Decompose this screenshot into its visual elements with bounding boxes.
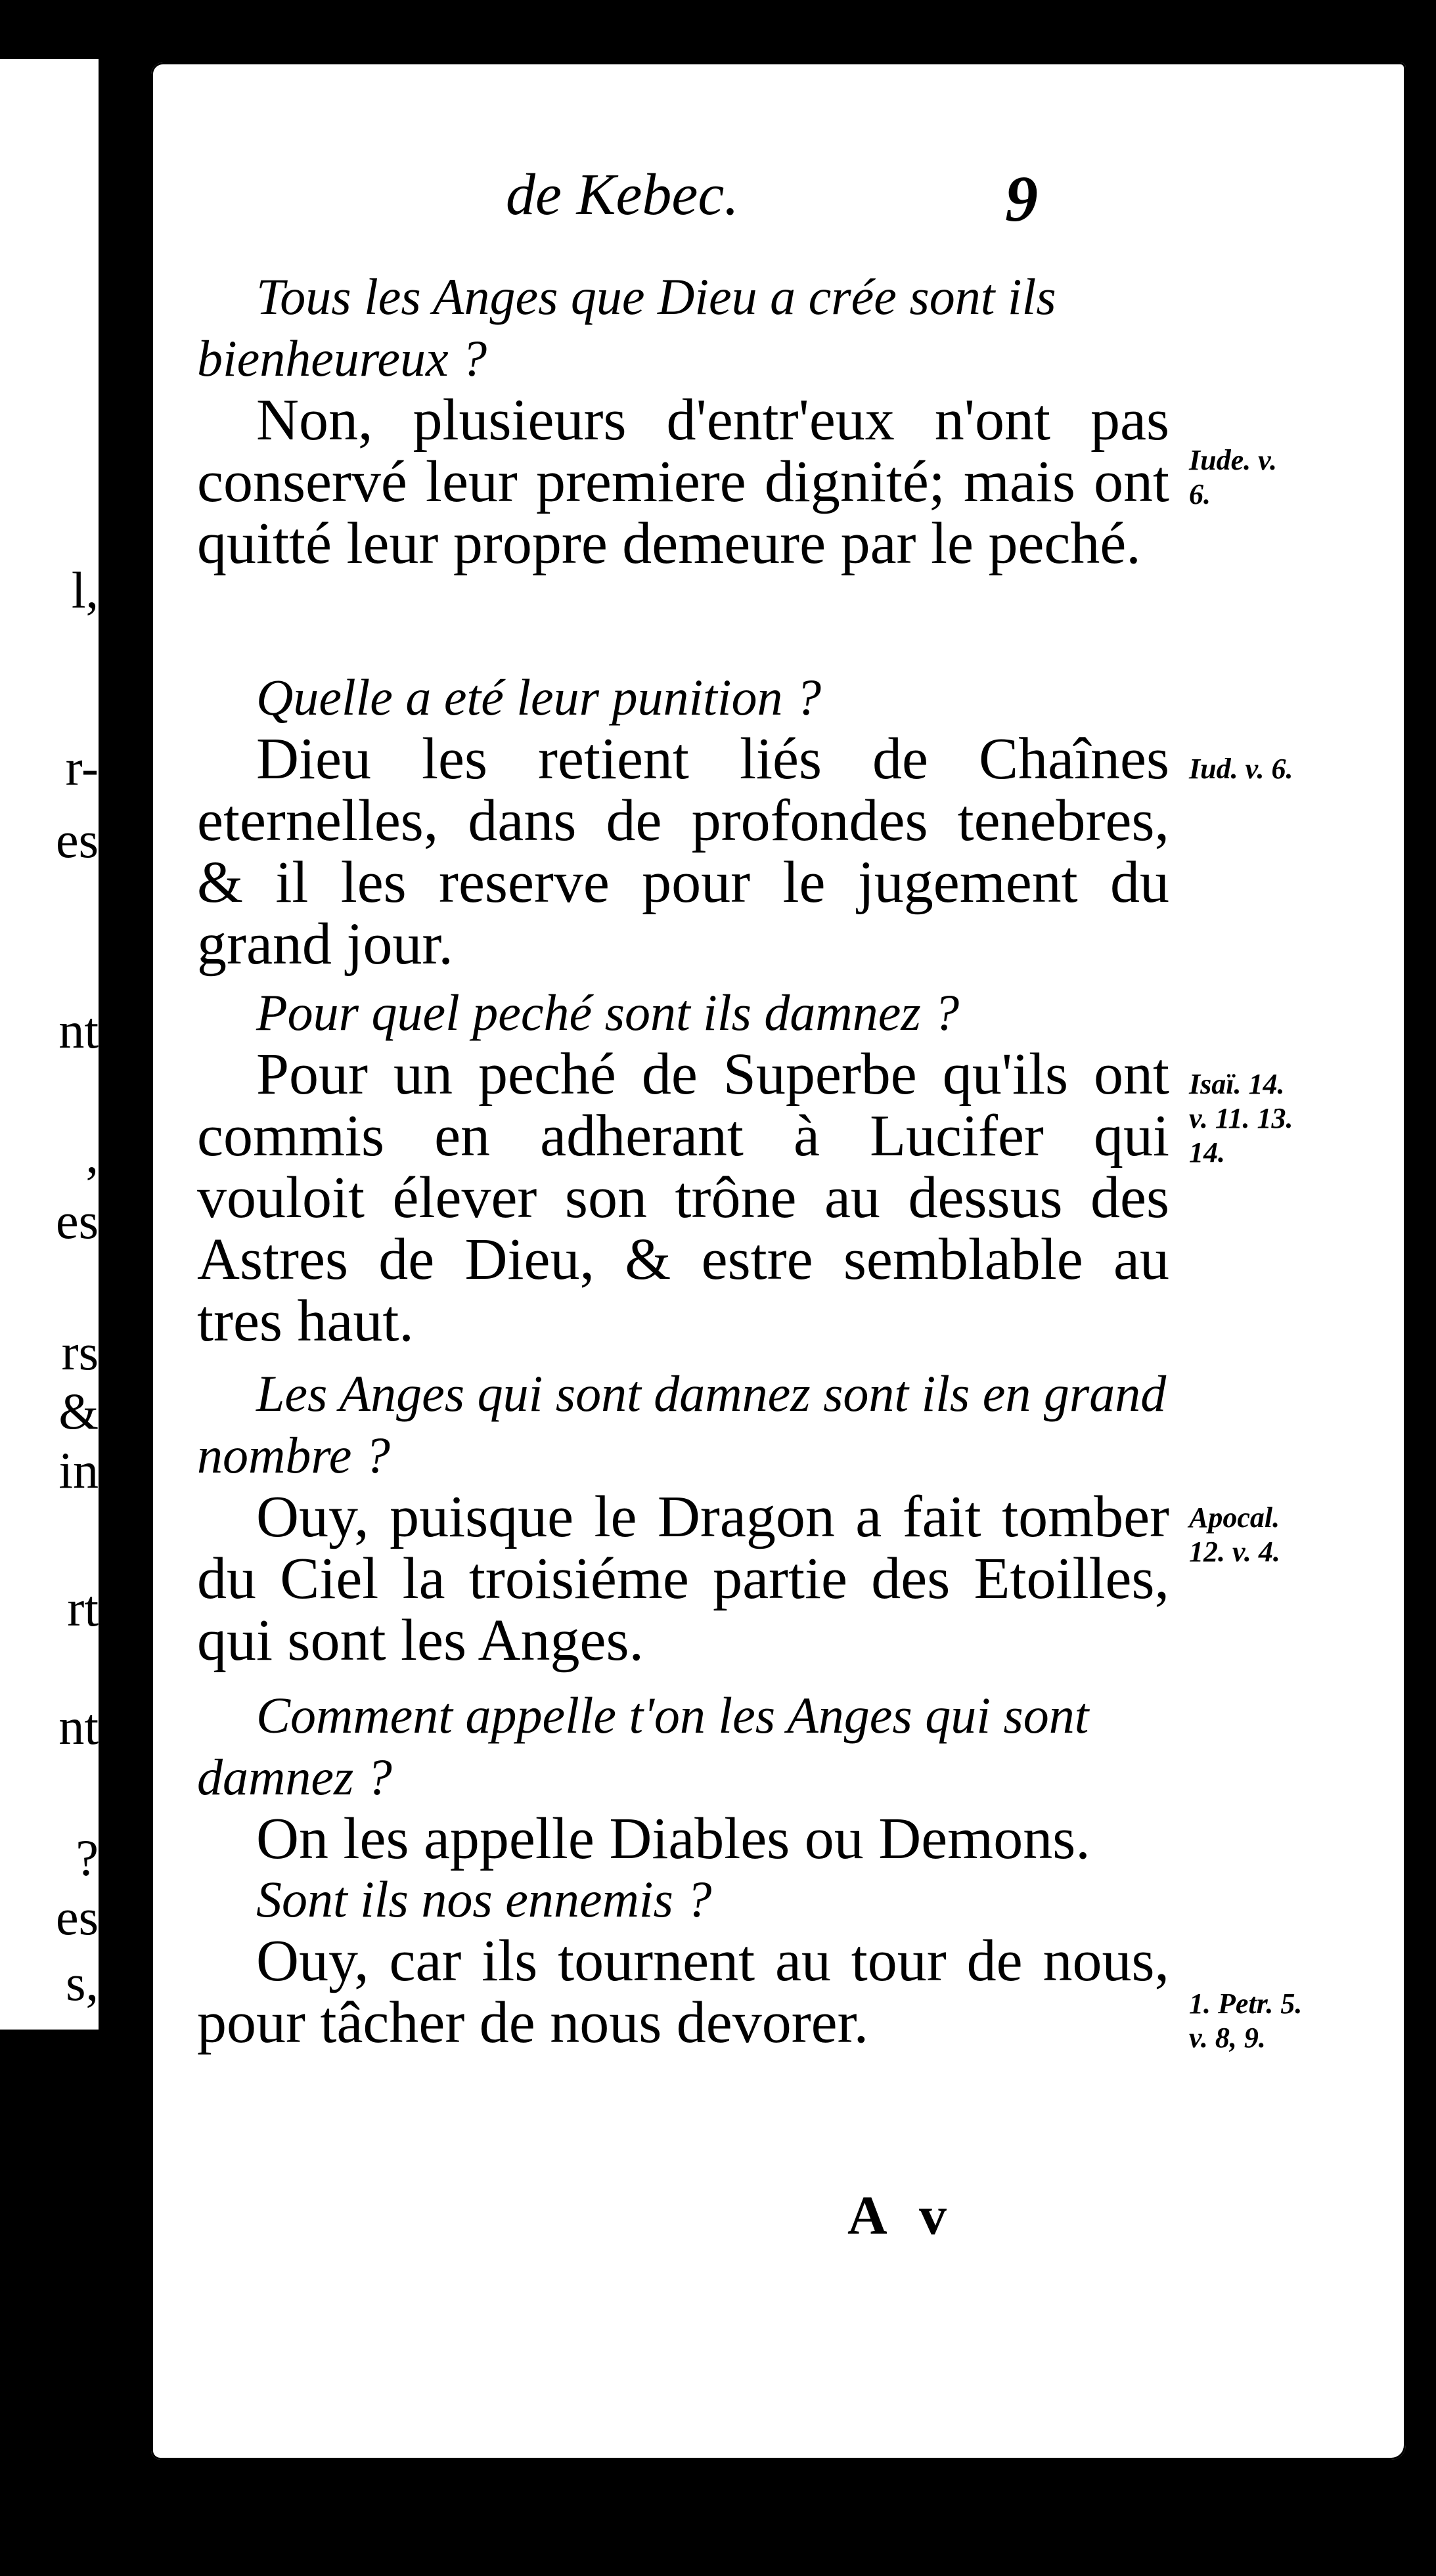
answer-text: Ouy, puisque le Dragon a fait tomber du Ciel la troisiéme partie des Etoilles, qui sont les Anges. xyxy=(197,1484,1169,1673)
page-number: 9 xyxy=(1005,162,1038,235)
facing-page-fragment: l, xyxy=(71,562,99,619)
running-head: de Kebec. xyxy=(506,162,739,227)
catechism-entry xyxy=(197,1869,1169,2054)
answer-text: Non, plusieurs d'entr'eux n'ont pas conservé leur premiere dignité; mais ont quitté leur propre demeure par le peché. xyxy=(197,388,1169,576)
answer-text: Pour un peché de Superbe qu'ils ont commis en adherant à Lucifer qui vouloit élever son trône au dessus des Astres de Dieu, & estre semblable au tres haut. xyxy=(197,1042,1169,1354)
facing-page-fragment: & xyxy=(58,1383,99,1440)
facing-page-fragment: s, xyxy=(66,1954,99,2011)
facing-page-fragment: s. xyxy=(66,2085,99,2143)
facing-page-fragment: es xyxy=(56,1192,99,1249)
facing-page-fragment: rs xyxy=(61,1323,99,1381)
facing-page-fragment: in xyxy=(58,1442,99,1499)
signature-mark: A v xyxy=(847,2185,958,2246)
catechism-entry xyxy=(197,266,1169,575)
facing-page-fragment: nt xyxy=(58,1002,99,1059)
book-page xyxy=(151,62,1406,2460)
question-text: Comment appelle t'on les Anges qui sont damnez ? xyxy=(197,1687,1089,1806)
catechism-entry xyxy=(197,1685,1169,1870)
facing-page-fragment: , xyxy=(85,1126,99,1184)
catechism-entry xyxy=(197,1363,1169,1672)
facing-page-fragment: rt xyxy=(67,1580,99,1637)
margin-reference: Isaï. 14. v. 11. 13. 14. xyxy=(1189,1068,1293,1168)
answer-text: On les appelle Diables ou Demons. xyxy=(256,1806,1090,1871)
catechism-entry xyxy=(197,667,1169,975)
question-text: Sont ils nos ennemis ? xyxy=(256,1871,712,1928)
margin-reference: Iude. v. 6. xyxy=(1189,444,1278,510)
margin-reference: Apocal. 12. v. 4. xyxy=(1189,1501,1280,1568)
facing-page-edge xyxy=(0,59,99,2143)
question-text: Les Anges qui sont damnez sont ils en grand nombre ? xyxy=(197,1365,1167,1484)
catechism-entry xyxy=(197,982,1169,1352)
answer-text: Ouy, car ils tournent au tour de nous, pour tâcher de nous devorer. xyxy=(197,1928,1169,2055)
facing-page-fragment: ? xyxy=(76,1829,99,1886)
facing-page-fragment: es xyxy=(56,811,99,868)
margin-reference: 1. Petr. 5. v. 8, 9. xyxy=(1189,1988,1303,2054)
question-text: Pour quel peché sont ils damnez ? xyxy=(256,984,960,1041)
answer-text: Dieu les retient liés de Chaînes eternelles, dans de profondes tenebres, & il les reserve pour le jugement du grand jour. xyxy=(197,726,1169,977)
facing-page-fragment: nt xyxy=(58,1698,99,1755)
facing-page-fragment: c- xyxy=(58,2020,99,2077)
question-text: Tous les Anges que Dieu a crée sont ils bienheureux ? xyxy=(197,268,1056,387)
margin-reference: Iud. v. 6. xyxy=(1189,753,1293,785)
facing-page-fragment: es xyxy=(56,1888,99,1945)
question-text: Quelle a eté leur punition ? xyxy=(256,669,821,726)
facing-page-fragment: r- xyxy=(65,739,99,796)
